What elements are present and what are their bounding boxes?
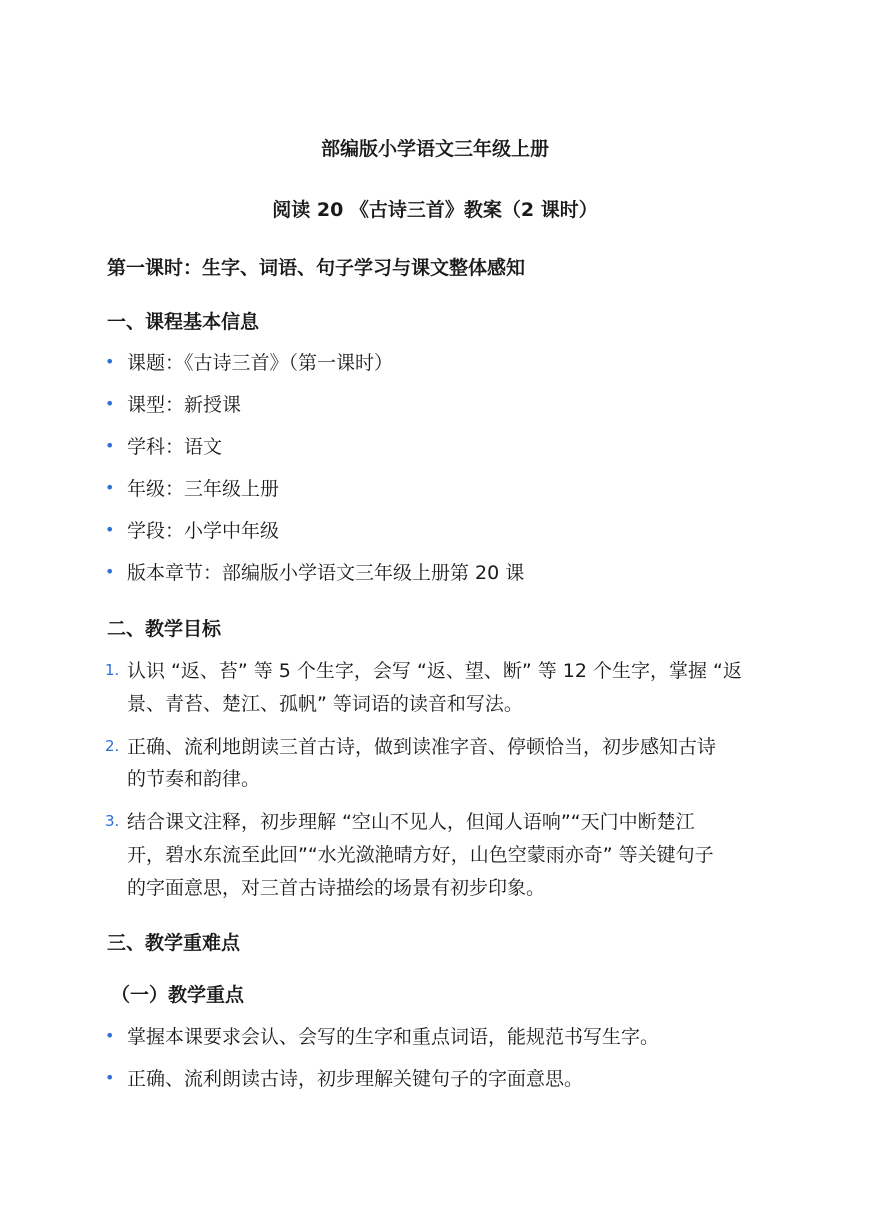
item-text-line: 认识 “返、苔” 等 5 个生字，会写 “返、望、断” 等 12 个生字，掌握 “返 [127,660,742,682]
item-text-line: 结合课文注释，初步理解 “空山不见人，但闻人语响”“天门中断楚江 [127,811,695,833]
list-item-text: 版本章节：部编版小学语文三年级上册第 20 课 [127,562,525,584]
numbered-item [105,732,716,759]
bullet-icon: • [105,394,115,413]
list-item [105,390,241,417]
list-item [105,558,524,585]
numbered-item [105,807,695,834]
list-item-text: 课型：新授课 [127,394,242,416]
bullet-icon: • [105,1068,115,1087]
list-item-text: 年级：三年级上册 [127,478,280,500]
item-text-line: 的节奏和韵律。 [127,768,261,790]
lesson-heading: 第一课时：生字、词语、句子学习与课文整体感知 [107,257,526,279]
document-subtitle: 阅读 20 《古诗三首》教案（2 课时） [272,199,598,221]
list-item [105,348,393,375]
list-item-text: 学科：语文 [127,436,223,458]
item-text-line: 的字面意思，对三首古诗描绘的场景有初步印象。 [127,877,546,899]
section-heading: 三、教学重难点 [107,932,241,954]
document-title: 部编版小学语文三年级上册 [320,138,549,160]
bullet-icon: • [105,352,115,371]
item-number: 1. [105,660,120,679]
item-text-line: 开，碧水东流至此回”“水光潋滟晴方好，山色空蒙雨亦奇” 等关键句子 [127,844,714,866]
item-text-line: 正确、流利地朗读三首古诗，做到读准字音、停顿恰当，初步感知古诗 [127,736,717,758]
bullet-icon: • [105,520,115,539]
list-item-text: 课题：《古诗三首》（第一课时） [127,352,394,374]
bullet-icon: • [105,562,115,581]
bullet-icon: • [105,436,115,455]
list-item [105,432,222,459]
numbered-item [105,656,742,683]
sub-heading: （一）教学重点 [111,984,245,1006]
section-heading: 一、课程基本信息 [107,311,260,333]
item-text-line: 景、青苔、楚江、孤帆” 等词语的读音和写法。 [127,693,523,715]
list-item [105,474,279,501]
section-heading: 二、教学目标 [107,618,222,640]
list-item-text: 掌握本课要求会认、会写的生字和重点词语，能规范书写生字。 [127,1026,660,1048]
item-number: 3. [105,811,120,830]
item-number: 2. [105,736,120,755]
bullet-icon: • [105,1026,115,1045]
list-item-text: 正确、流利朗读古诗，初步理解关键句子的字面意思。 [127,1068,584,1090]
list-item-text: 学段：小学中年级 [127,520,280,542]
list-item [105,1022,659,1049]
bullet-icon: • [105,478,115,497]
list-item [105,1064,583,1091]
list-item [105,516,279,543]
